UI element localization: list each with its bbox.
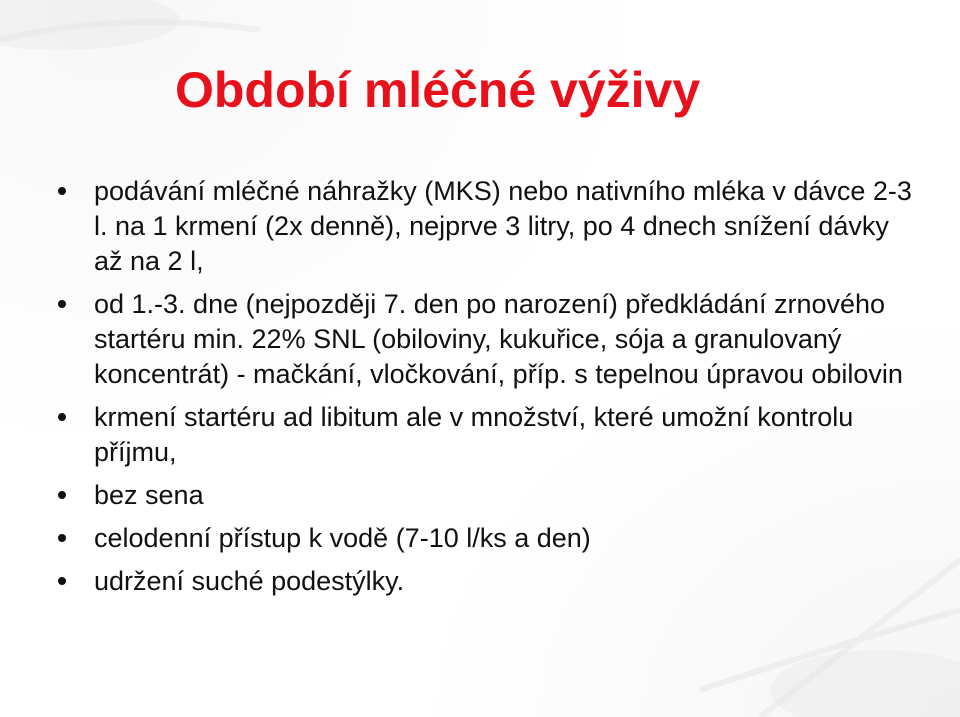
bullet-list [56, 174, 916, 607]
bullet-dot-icon [58, 413, 66, 421]
list-item-text: od 1.-3. dne (nejpozději 7. den po narození) předkládání zrnového startéru min. 22% SNL (obiloviny, kukuřice, sója a granulovaný koncentrát) - mačkání, vločkování, příp. s tepelnou úpravou obilovin [94, 289, 903, 389]
list-item [56, 564, 916, 599]
slide-title: Období mléčné výživy [175, 62, 701, 118]
list-item-text: celodenní přístup k vodě (7-10 l/ks a den) [94, 523, 591, 553]
list-item-text: udržení suché podestýlky. [94, 566, 405, 596]
list-item [56, 174, 916, 279]
bullet-dot-icon [58, 577, 66, 585]
list-item [56, 521, 916, 556]
bullet-dot-icon [58, 300, 66, 308]
list-item-text: krmení startéru ad libitum ale v množství, které umožní kontrolu příjmu, [94, 402, 854, 467]
list-item-text: bez sena [94, 480, 204, 510]
bullet-dot-icon [58, 534, 66, 542]
bullet-dot-icon [58, 187, 66, 195]
bullet-dot-icon [58, 491, 66, 499]
list-item [56, 287, 916, 392]
list-item [56, 400, 916, 470]
list-item [56, 478, 916, 513]
list-item-text: podávání mléčné náhražky (MKS) nebo nativního mléka v dávce 2-3 l. na 1 krmení (2x denně), nejprve 3 litry, po 4 dnech snížení dávky až na 2 l, [94, 176, 912, 276]
